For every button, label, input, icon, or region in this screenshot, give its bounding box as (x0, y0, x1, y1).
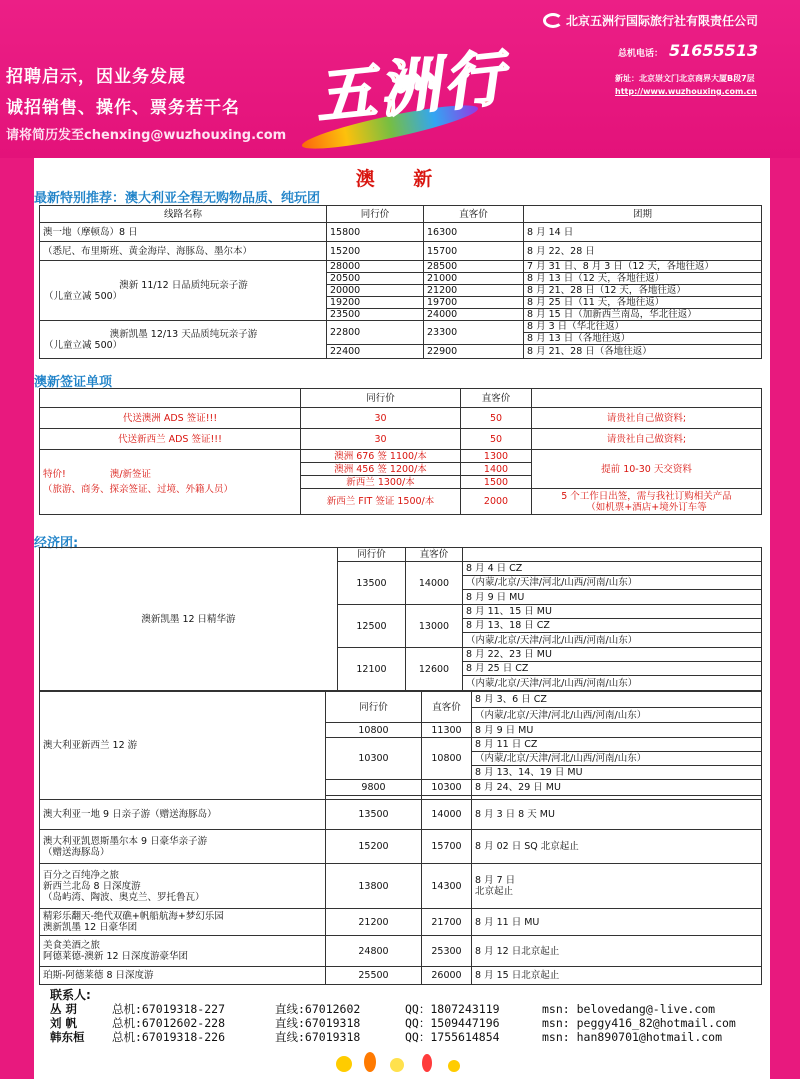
table-cell: 8 月 7 日 北京起止 (472, 864, 762, 909)
table-cell: 澳洲 456 签 1200/本 (301, 463, 461, 476)
contact-name: 韩东桓 (50, 1030, 85, 1044)
contact-qq: QQ：1755614854 (405, 1030, 500, 1044)
table-cell: 澳大利亚新西兰 12 游 (40, 692, 326, 800)
table-cell: 50 (461, 429, 532, 450)
table-cell: 8 月 4 日 CZ (463, 562, 762, 576)
table-cell: 8 月 21、28 日（各地往返） (524, 345, 762, 359)
table-cell: 15200 (326, 830, 422, 864)
decorative-ornaments (330, 1048, 470, 1076)
table-header-row (40, 389, 762, 408)
table-header-row (40, 206, 762, 223)
table-cell: 13500 (326, 800, 422, 830)
ornament-icon (364, 1052, 376, 1072)
table-cell: 15200 (327, 242, 424, 261)
table-cell: 25300 (422, 936, 472, 967)
table-cell: 代送新西兰 ADS 签证!!! (40, 429, 301, 450)
section-heading-premium: 最新特别推荐：澳大利亚全程无购物品质、纯玩团 (34, 191, 321, 206)
contact-msn: msn: han890701@hotmail.com (542, 1030, 723, 1044)
company-url[interactable]: http://www.wuzhouxing.com.cn (615, 87, 757, 96)
col-route: 线路名称 (40, 206, 327, 223)
table-cell: 23300 (424, 321, 524, 345)
section-heading-economy: 经济团: (34, 536, 79, 551)
table-cell: 8 月 21、28 日（12 天，各地往返） (524, 285, 762, 297)
table-cell: 2000 (461, 489, 532, 515)
table-cell: 12600 (406, 648, 463, 691)
table-cell: 8 月 24、29 日 MU (472, 780, 762, 796)
company-logo-icon (543, 13, 563, 28)
table-cell: 10300 (422, 780, 472, 796)
table-cell: 22900 (424, 345, 524, 359)
company-address: 新址：北京崇文门北京商界大厦B段7层 http://www.wuzhouxing.com.cn (615, 72, 795, 98)
table-cell (532, 389, 762, 408)
table-header-row (40, 548, 762, 562)
table-cell: （悉尼、布里斯班、黄金海岸、海豚岛、墨尔本） (40, 242, 327, 261)
table-cell: 澳大利亚一地 9 日亲子游（赠送海豚岛） (40, 800, 326, 830)
table-cell: 21200 (424, 285, 524, 297)
table-row (40, 223, 762, 242)
ornament-icon (390, 1058, 404, 1072)
table-cell: 15700 (424, 242, 524, 261)
table-cell: 10300 (326, 738, 422, 780)
table-cell: 新西兰 FIT 签证 1500/本 (301, 489, 461, 515)
australia-nz-table (39, 691, 762, 985)
table-cell: 13000 (406, 605, 463, 648)
col-retail-price: 直客价 (424, 206, 524, 223)
table-cell: （内蒙/北京/天津/河北/山西/河南/山东） (472, 752, 762, 766)
table-cell: 8 月 22、28 日 (524, 242, 762, 261)
table-cell: 14000 (422, 800, 472, 830)
table-row (40, 800, 762, 830)
ornament-icon (422, 1054, 432, 1072)
table-row (40, 429, 762, 450)
table-cell: 新西兰 1300/本 (301, 476, 461, 489)
table-row (40, 909, 762, 936)
header-banner (0, 0, 800, 158)
table-cell: 请贵社自己做资料; (532, 429, 762, 450)
table-cell: 16300 (424, 223, 524, 242)
table-cell: 澳新凯墨 12 日精华游 (40, 548, 338, 691)
brand-logo (300, 38, 520, 148)
table-cell: （内蒙/北京/天津/河北/山西/河南/山东） (463, 576, 762, 590)
table-cell: （内蒙/北京/天津/河北/山西/河南/山东） (463, 633, 762, 648)
table-cell: 8 月 02 日 SQ 北京起止 (472, 830, 762, 864)
table-cell: 21700 (422, 909, 472, 936)
table-cell: 特价! 澳/新签证 （旅游、商务、探亲签证、过境、外籍人员） (40, 450, 301, 515)
table-cell: 8 月 9 日 MU (463, 590, 762, 605)
table-cell: 8 月 11 日 MU (472, 909, 762, 936)
table-cell: 1500 (461, 476, 532, 489)
table-cell: 代送澳洲 ADS 签证!!! (40, 408, 301, 429)
contact-direct: 直线:67019318 (275, 1016, 361, 1030)
table-cell: 8 月 13 日（12 天，各地往返） (524, 273, 762, 285)
table-cell: 珀斯-阿德莱德 8 日深度游 (40, 967, 326, 985)
table-cell: 8 月 14 日 (524, 223, 762, 242)
table-cell: 澳新凯墨 12/13 天品质纯玩亲子游 （儿童立减 500） (40, 321, 327, 359)
table-cell: 22400 (327, 345, 424, 359)
contact-name: 丛 玥 (50, 1002, 78, 1016)
col-dates: 团期 (524, 206, 762, 223)
table-cell: 28500 (424, 261, 524, 273)
contact-phone: 总机:67019318-226 (112, 1030, 226, 1044)
table-row (40, 936, 762, 967)
contact-name: 刘 帆 (50, 1016, 78, 1030)
table-cell: 13500 (338, 562, 406, 605)
contact-direct: 直线:67012602 (275, 1002, 361, 1016)
table-cell: 8 月 13、14、19 日 MU (472, 766, 762, 780)
table-cell: 19700 (424, 297, 524, 309)
table-cell: 8 月 25 日 CZ (463, 662, 762, 676)
table-cell: 10800 (326, 723, 422, 738)
table-cell: 8 月 11 日 CZ (472, 738, 762, 752)
table-cell: 8 月 13 日（各地往返） (524, 333, 762, 345)
table-cell: 同行价 (301, 389, 461, 408)
table-cell: 8 月 9 日 MU (472, 723, 762, 738)
table-cell: 15700 (422, 830, 472, 864)
table-row (40, 450, 762, 463)
table-cell: 百分之百纯净之旅 新西兰北岛 8 日深度游 （岛屿湾、陶波、奥克兰、罗托鲁瓦） (40, 864, 326, 909)
table-cell: 22800 (327, 321, 424, 345)
table-cell: 14000 (406, 562, 463, 605)
table-cell: 19200 (327, 297, 424, 309)
table-cell: 30 (301, 408, 461, 429)
company-tel: 总机电话： 51655513 (618, 41, 759, 60)
economy-tours-table (39, 547, 762, 691)
contact-phone: 总机:67019318-227 (112, 1002, 226, 1016)
table-cell: 同行价 (338, 548, 406, 562)
table-cell: 20500 (327, 273, 424, 285)
table-cell: 8 月 3 日 8 天 MU (472, 800, 762, 830)
table-cell: 12500 (338, 605, 406, 648)
table-cell: 1400 (461, 463, 532, 476)
contact-msn: msn: peggy416_82@hotmail.com (542, 1016, 736, 1030)
ornament-icon (336, 1056, 352, 1072)
table-cell: 8 月 3 日（华北往返） (524, 321, 762, 333)
col-agent-price: 同行价 (327, 206, 424, 223)
logo-text: 五洲行 (312, 43, 511, 133)
table-cell: 请贵社自己做资料; (532, 408, 762, 429)
table-cell: 1300 (461, 450, 532, 463)
table-cell: 21200 (326, 909, 422, 936)
contact-phone: 总机:67012602-228 (112, 1016, 226, 1030)
contact-direct: 直线:67019318 (275, 1030, 361, 1044)
table-cell: 21000 (424, 273, 524, 285)
section-heading-visa: 澳新签证单项 (34, 375, 113, 390)
table-cell: 10800 (422, 738, 472, 780)
table-cell: 澳新 11/12 日品质纯玩亲子游 （儿童立减 500） (40, 261, 327, 321)
table-cell: 8 月 25 日（11 天，各地往返） (524, 297, 762, 309)
table-cell: 13800 (326, 864, 422, 909)
table-cell: 20000 (327, 285, 424, 297)
recruit-line-1: 招聘启示，因业务发展 (6, 67, 186, 87)
table-cell: 12100 (338, 648, 406, 691)
table-cell: 8 月 13、18 日 CZ (463, 619, 762, 633)
contact-msn: msn: belovedang@-live.com (542, 1002, 716, 1016)
table-cell: 澳洲 676 签 1100/本 (301, 450, 461, 463)
table-cell: （内蒙/北京/天津/河北/山西/河南/山东） (463, 676, 762, 691)
table-cell: 15800 (327, 223, 424, 242)
table-row (40, 321, 762, 333)
table-cell: 同行价 (326, 692, 422, 723)
table-cell: 23500 (327, 309, 424, 321)
table-cell: 7 月 31 日、8 月 3 日（12 天，各地往返） (524, 261, 762, 273)
table-cell: 11300 (422, 723, 472, 738)
table-row (40, 408, 762, 429)
table-cell: 30 (301, 429, 461, 450)
table-cell: 8 月 15 日（加新西兰南岛，华北往返） (524, 309, 762, 321)
table-cell: 精彩乐翻天-绝代双礁+帆船航海+梦幻乐园 澳新凯墨 12 日豪华团 (40, 909, 326, 936)
table-cell: 直客价 (461, 389, 532, 408)
table-cell: 24800 (326, 936, 422, 967)
table-row (40, 830, 762, 864)
table-cell: 8 月 15 日北京起止 (472, 967, 762, 985)
table-cell: 美食美酒之旅 阿德莱德-澳新 12 日深度游豪华团 (40, 936, 326, 967)
table-cell (40, 389, 301, 408)
table-cell: （内蒙/北京/天津/河北/山西/河南/山东） (472, 708, 762, 723)
contact-qq: QQ：1807243119 (405, 1002, 500, 1016)
contacts (50, 988, 762, 1044)
contact-row (50, 1016, 762, 1030)
table-cell: 50 (461, 408, 532, 429)
contact-qq: QQ：1509447196 (405, 1016, 500, 1030)
ornament-icon (448, 1060, 460, 1072)
table-cell: 24000 (424, 309, 524, 321)
table-cell: 25500 (326, 967, 422, 985)
table-cell: 直客价 (422, 692, 472, 723)
table-cell: 8 月 12 日北京起止 (472, 936, 762, 967)
table-cell: 澳大利亚凯恩斯墨尔本 9 日豪华亲子游 （赠送海豚岛） (40, 830, 326, 864)
table-cell: 28000 (327, 261, 424, 273)
table-cell: 26000 (422, 967, 472, 985)
table-cell: 8 月 22、23 日 MU (463, 648, 762, 662)
company-name: 北京五洲行国际旅行社有限责任公司 (543, 12, 795, 29)
table-cell: 9800 (326, 780, 422, 796)
table-cell (463, 548, 762, 562)
company-info (543, 12, 795, 98)
table-cell: 直客价 (406, 548, 463, 562)
table-cell: 8 月 11、15 日 MU (463, 605, 762, 619)
table-cell: 澳一地（摩顿岛）8 日 (40, 223, 327, 242)
contacts-heading: 联系人: (50, 988, 91, 1002)
table-cell: 5 个工作日出签，需与我社订购相关产品 （如机票+酒店+境外订车等 (532, 489, 762, 515)
table-row (40, 261, 762, 273)
table-row (40, 967, 762, 985)
recruit-notice (6, 62, 286, 143)
table-cell: 8 月 3、6 日 CZ (472, 692, 762, 708)
visa-table (39, 388, 762, 515)
table-row (40, 242, 762, 261)
table-header-row (40, 692, 762, 708)
recruit-email[interactable]: 请将简历发至chenxing@wuzhouxing.com (6, 128, 287, 143)
contact-row (50, 1030, 762, 1044)
price-sheet (34, 158, 770, 1079)
contact-row (50, 1002, 762, 1016)
recruit-line-2: 诚招销售、操作、票务若干名 (6, 98, 240, 118)
page-title: 澳 新 (355, 168, 449, 190)
table-row (40, 864, 762, 909)
table-cell: 14300 (422, 864, 472, 909)
table-cell: 提前 10-30 天交资料 (532, 450, 762, 489)
premium-tours-table (39, 205, 762, 359)
